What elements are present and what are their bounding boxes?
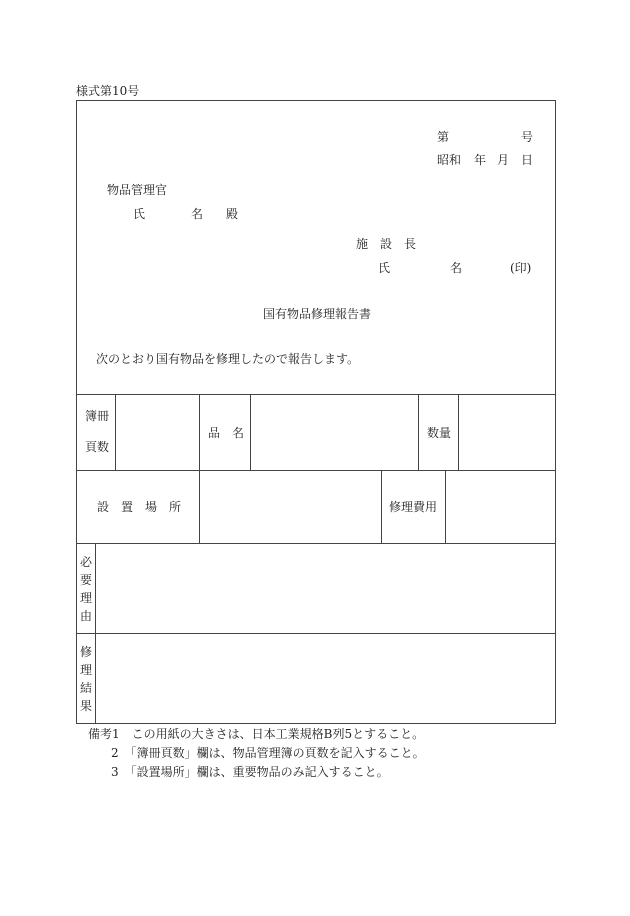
vertical-label-divider	[95, 543, 96, 724]
form-number: 様式第10号	[76, 84, 140, 98]
reason-char: 理	[79, 591, 92, 605]
document-title: 国有物品修理報告書	[263, 307, 372, 321]
date-era: 昭和	[437, 153, 462, 167]
quantity-label: 数量	[427, 426, 452, 440]
note-item: 3 「設置場所」欄は、重要物品のみ記入すること。	[111, 765, 389, 779]
repair-cost-label: 修理費用	[389, 500, 438, 514]
table-top-rule	[76, 394, 556, 395]
ledger-pages-label-line1: 簿冊	[85, 409, 110, 423]
reason-char: 由	[79, 609, 92, 623]
result-char: 結	[79, 681, 92, 695]
reason-char: 要	[79, 573, 92, 587]
row1-divider-d	[418, 394, 419, 470]
date-day: 日	[521, 153, 534, 167]
row1-bottom-rule	[76, 470, 556, 471]
seal-mark: (印)	[510, 261, 532, 275]
document-statement: 次のとおり国有物品を修理したので報告します。	[96, 352, 360, 366]
addressee-title: 物品管理官	[107, 183, 168, 197]
addressee-name-label-1: 氏	[133, 207, 146, 221]
result-char: 修	[79, 645, 92, 659]
result-char: 理	[79, 663, 92, 677]
date-month: 月	[497, 153, 510, 167]
result-char: 果	[79, 699, 92, 713]
row1-divider-e	[458, 394, 459, 470]
note-item: 2 「簿冊頁数」欄は、物品管理簿の頁数を記入すること。	[111, 746, 425, 760]
sender-title: 施 設 長	[356, 237, 417, 251]
date-year: 年	[474, 153, 487, 167]
row1-divider-a	[115, 394, 116, 470]
row1-row2-divider	[199, 394, 200, 543]
addressee-honorific: 殿	[226, 207, 239, 221]
row1-divider-c	[250, 394, 251, 470]
document-number-suffix: 号	[521, 130, 534, 144]
ledger-pages-label-line2: 頁数	[85, 440, 110, 454]
row2-bottom-rule	[76, 543, 556, 544]
location-label: 設 置 場 所	[97, 500, 182, 514]
result-label	[77, 643, 95, 715]
reason-label	[77, 553, 95, 625]
row2-divider-b	[381, 470, 382, 543]
sender-name-label-2: 名	[450, 261, 463, 275]
addressee-name-label-2: 名	[191, 207, 204, 221]
document-number-prefix: 第	[437, 130, 450, 144]
note-item: 備考1 この用紙の大きさは、日本工業規格B列5とすること。	[88, 727, 425, 741]
item-name-label: 品 名	[208, 426, 245, 440]
sender-name-label-1: 氏	[378, 261, 391, 275]
row2-divider-c	[445, 470, 446, 543]
reason-char: 必	[79, 555, 92, 569]
row3-bottom-rule	[76, 633, 556, 634]
